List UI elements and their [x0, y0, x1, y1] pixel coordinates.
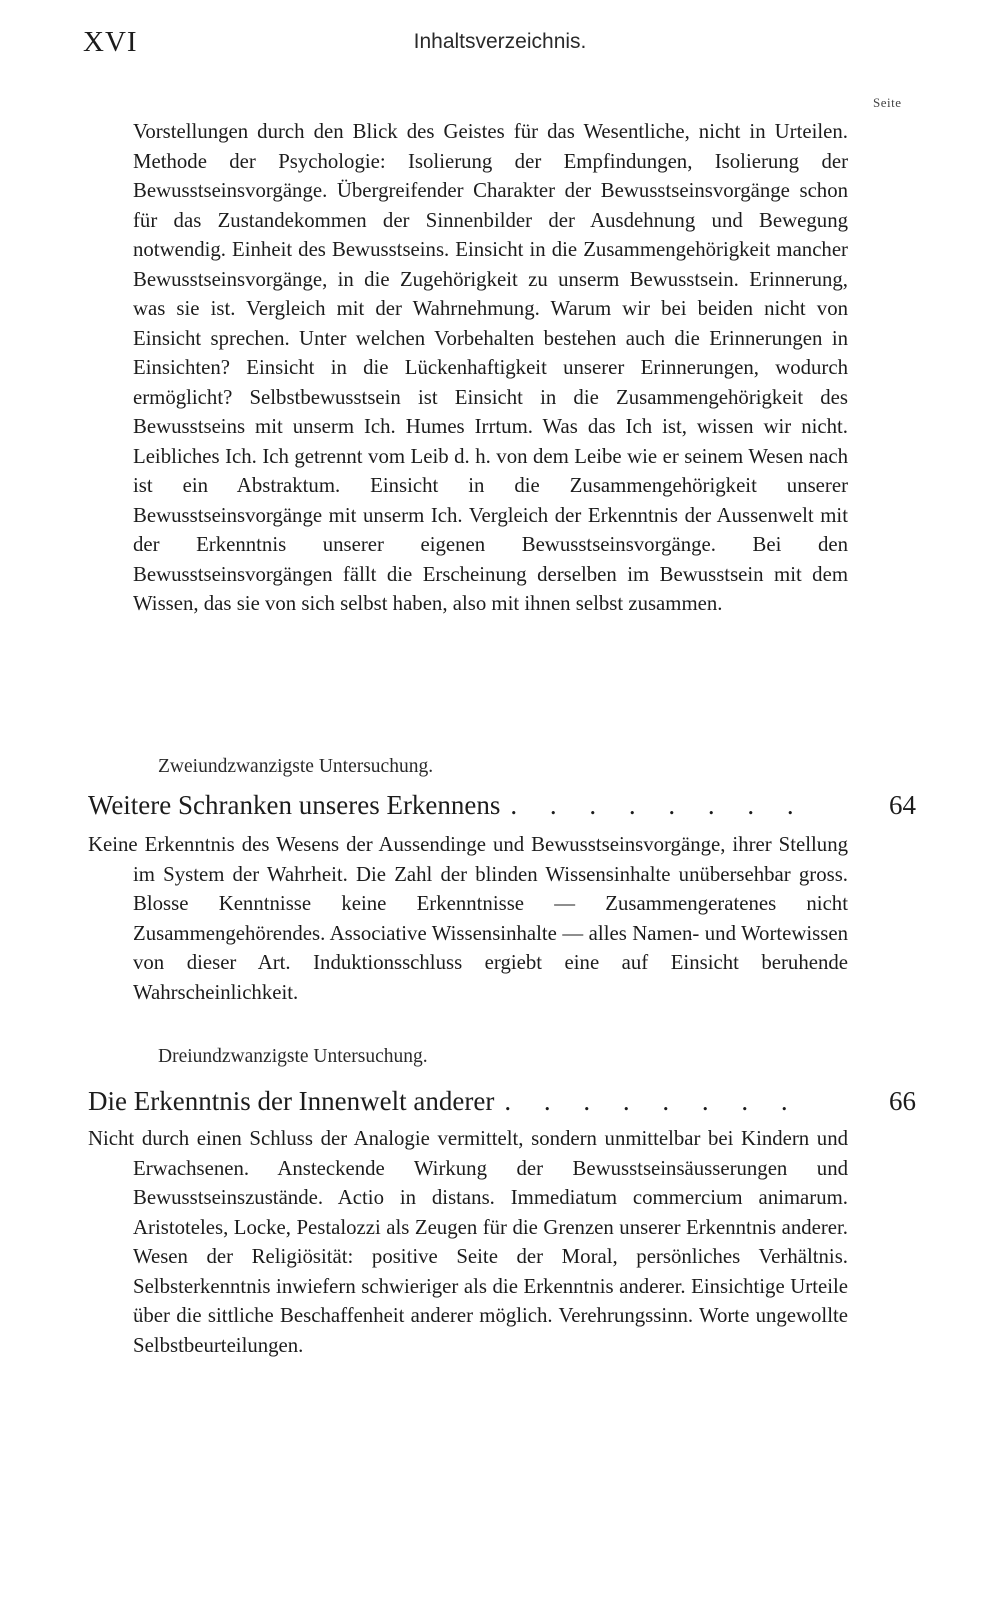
toc-entry-section-23[interactable] [88, 1086, 916, 1124]
toc-entry-section-22[interactable] [88, 790, 916, 828]
running-title: Inhaltsverzeichnis. [413, 30, 587, 53]
page-header [0, 26, 1000, 66]
summary-text: Erkenntnis des Wesens der Aussendinge und Bewusstseinsvorgänge, ihrer Stellung im System der Wahrheit. Die Zahl der blinden Wissensinhalte unübersehbar gross. Blosse Kenntnisse keine Erkenntnisse — Zusammengeratenes nicht Zusammengehörendes. Associative Wissensinhalte — alles Namen- und Wortewissen von dieser Art. Induktionsschluss ergiebt eine auf Einsicht beruhende Wahrscheinlichkeit. [133, 833, 848, 1004]
summary-text: durch einen Schluss der Analogie vermittelt, sondern unmittelbar bei Kindern und Erwachsenen. Ansteckende Wirkung der Bewusstseinsäusserungen und Bewusstseinszustände. Actio in distans. Immediatum commercium animarum. Aristoteles, Locke, Pestalozzi als Zeugen für die Grenzen unserer Erkenntnis anderer. Wesen der Religiösität: positive Seite der Moral, persönliches Verhältnis. Selbsterkenntnis inwiefern schwieriger als die Erkenntnis anderer. Einsichtige Urteile über die sittliche Beschaffenheit anderer möglich. Verehrungssinn. Worte ungewollte Selbstbeurteilungen. [133, 1127, 848, 1357]
summary-first-word: Nicht [88, 1127, 135, 1150]
toc-entry-title: Die Erkenntnis der Innenwelt anderer [88, 1086, 495, 1116]
section-23-summary [88, 1124, 848, 1360]
toc-entry-page: 64 [889, 790, 916, 820]
dot-leader: . . . . . . . . [510, 790, 807, 820]
continuation-paragraph: Vorstellungen durch den Blick des Geistes für das Wesentliche, nicht in Urteilen. Methode der Psychologie: Isolierung der Empfindungen, Isolierung der Bewusstseinsvorgänge. Übergreifender Charakter der Bewusstseinsvorgänge schon für das Zustandekommen der Sinnenbilder der Ausdehnung und Bewegung notwendig. Einheit des Bewusstseins. Einsicht in die Zusammengehörigkeit mancher Bewusstseinsvorgänge, in die Zugehörigkeit zu unserm Bewusstsein. Erinnerung, was sie ist. Vergleich mit der Wahrnehmung. Warum wir bei beiden nicht von Einsicht sprechen. Unter welchen Vorbehalten bestehen auch die Erinnerungen in Einsichten? Einsicht in die Lückenhaftigkeit unserer Erinnerungen, wodurch ermöglicht? Selbstbewusstsein ist Einsicht in die Zusammengehörigkeit des Bewusstseins mit unserm Ich. Humes Irrtum. Was das Ich ist, wissen wir nicht. Leibliches Ich. Ich getrennt vom Leib d. h. von dem Leibe wie er seinem Wesen nach ist ein Abstraktum. Einsicht in die Zusammengehörigkeit unserer Bewusstseinsvorgänge mit unserm Ich. Vergleich der Erkenntnis der Aussenwelt mit der Erkenntnis unserer eigenen Bewusstseinsvorgänge. Bei den Bewusstseinsvorgängen fällt die Erscheinung derselben im Bewusstsein mit dem Wissen, das sie von sich selbst haben, also mit ihnen selbst zusammen. [133, 120, 848, 615]
toc-entry-page: 66 [889, 1086, 916, 1116]
section-22-summary [88, 830, 848, 1007]
dot-leader: . . . . . . . . [504, 1086, 801, 1116]
roman-page-number: XVI [83, 26, 138, 58]
section-22-subheading: Zweiundzwanzigste Untersuchung. [158, 756, 434, 777]
toc-entry-title: Weitere Schranken unseres Erkennens [88, 790, 501, 820]
summary-first-word: Keine [88, 833, 138, 856]
section-23-subheading: Dreiundzwanzigste Untersuchung. [158, 1046, 428, 1067]
page-column-label: Seite [873, 95, 902, 110]
